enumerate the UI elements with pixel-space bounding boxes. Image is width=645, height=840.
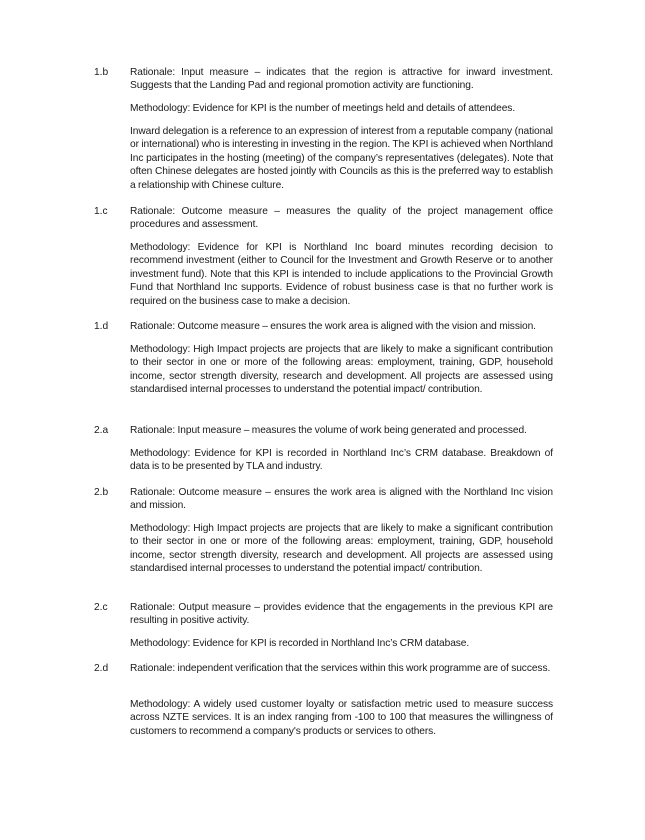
section-number: 1.d <box>94 321 109 332</box>
rationale-paragraph: Rationale: Outcome measure – measures the quality of the project management office procedures and assessment. <box>130 206 553 231</box>
section-number: 1.b <box>94 67 109 78</box>
rationale-paragraph: Rationale: independent verification that the services within this work programme are of success. <box>130 663 551 674</box>
methodology-paragraph: Methodology: A widely used customer loyalty or satisfaction metric used to measure success across NZTE services. It is an index ranging from -100 to 100 that measures the willingness of customers to recommend a company's products or services to others. <box>130 699 553 737</box>
body-paragraph: Inward delegation is a reference to an expression of interest from a reputable company (national or international) who is interesting in investing in the region. The KPI is achieved when Northland Inc participates in the hosting (meeting) of the company’s representatives (delegates). Note that often Chinese delegates are hosted jointly with Councils as this is the preferred way to establish a relationship with Chinese culture. <box>130 126 553 191</box>
methodology-paragraph: Methodology: Evidence for KPI is recorded in Northland Inc’s CRM database. Breakdown of data is to be presented by TLA and industry. <box>130 448 553 473</box>
methodology-paragraph: Methodology: High Impact projects are projects that are likely to make a significant contribution to their sector in one or more of the following areas: employment, training, GDP, household income, sector strength diversity, research and development. All projects are assessed using standardised internal processes to understand the potential impact/ contribution. <box>130 523 553 575</box>
section-number: 2.c <box>94 602 108 613</box>
rationale-paragraph: Rationale: Input measure – indicates that the region is attractive for inward investment. Suggests that the Landing Pad and regional promotion activity are functioning. <box>130 67 553 92</box>
rationale-paragraph: Rationale: Outcome measure – ensures the work area is aligned with the Northland Inc vision and mission. <box>130 487 553 512</box>
methodology-paragraph: Methodology: Evidence for KPI is recorded in Northland Inc’s CRM database. <box>130 638 470 649</box>
section-number: 2.b <box>94 487 109 498</box>
section-number: 2.a <box>94 425 109 436</box>
methodology-paragraph: Methodology: High Impact projects are projects that are likely to make a significant contribution to their sector in one or more of the following areas: employment, training, GDP, household income, sector strength diversity, research and development. All projects are assessed using standardised internal processes to understand the potential impact/ contribution. <box>130 344 553 396</box>
rationale-paragraph: Rationale: Input measure – measures the volume of work being generated and processed. <box>130 425 527 436</box>
rationale-paragraph: Rationale: Outcome measure – ensures the work area is aligned with the vision and mission. <box>130 321 536 332</box>
section-number: 2.d <box>94 663 109 674</box>
methodology-paragraph: Methodology: Evidence for KPI is Northland Inc board minutes recording decision to recommend investment (either to Council for the Investment and Growth Reserve or to another investment fund). Note that this KPI is intended to include applications to the Provincial Growth Fund that Northland Inc supports. Evidence of robust business case is that no further work is required on the business case to make a decision. <box>130 242 553 307</box>
methodology-paragraph: Methodology: Evidence for KPI is the number of meetings held and details of attendees. <box>130 103 516 114</box>
rationale-paragraph: Rationale: Output measure – provides evidence that the engagements in the previous KPI are resulting in positive activity. <box>130 602 553 627</box>
section-number: 1.c <box>94 206 108 217</box>
